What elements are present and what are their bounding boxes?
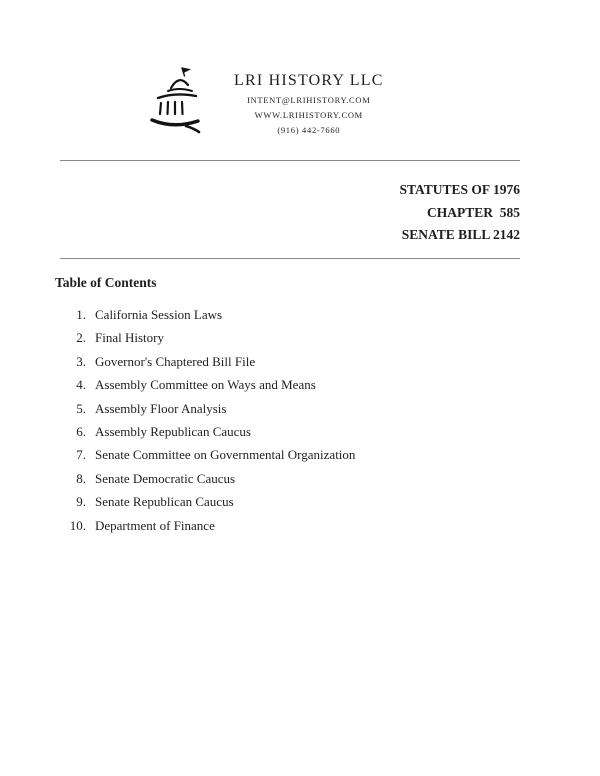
letterhead-text xyxy=(234,64,384,135)
toc-item-label: Final History xyxy=(95,330,164,346)
company-name: LRI HISTORY LLC xyxy=(234,72,384,89)
toc-item xyxy=(55,518,355,541)
toc-item-number: 9. xyxy=(76,494,86,510)
toc-item-label: Assembly Committee on Ways and Means xyxy=(95,377,316,393)
toc-item-label: Assembly Floor Analysis xyxy=(95,400,227,416)
toc-item xyxy=(55,377,355,400)
horizontal-rule-bottom xyxy=(60,258,520,259)
toc-item-label: Senate Committee on Governmental Organization xyxy=(95,447,356,463)
toc-item-label: Assembly Republican Caucus xyxy=(95,423,251,439)
toc-item xyxy=(55,424,355,447)
toc-item xyxy=(55,401,355,424)
statute-citation xyxy=(399,179,520,247)
toc-item-number: 7. xyxy=(76,447,86,463)
toc-item-label: Senate Democratic Caucus xyxy=(95,470,236,486)
toc-item xyxy=(55,494,355,517)
toc-item xyxy=(55,307,355,330)
toc-item-label: California Session Laws xyxy=(95,307,223,322)
toc-item-number: 5. xyxy=(76,400,86,416)
toc-item-label: Governor's Chaptered Bill File xyxy=(95,353,256,369)
company-phone: (916) 442-7660 xyxy=(277,125,341,135)
toc-item xyxy=(55,354,355,377)
toc-item xyxy=(55,330,355,353)
statute-line-chapter: CHAPTER 585 xyxy=(426,204,520,220)
statute-line-bill: SENATE BILL 2142 xyxy=(401,227,520,242)
toc-item-number: 4. xyxy=(76,377,86,393)
toc-item-label: Senate Republican Caucus xyxy=(95,494,234,510)
company-website: WWW.LRIHISTORY.COM xyxy=(254,110,363,120)
toc-item-label: Department of Finance xyxy=(95,517,215,533)
toc-item-number: 1. xyxy=(76,307,86,322)
company-email: INTENT@LRIHISTORY.COM xyxy=(247,95,371,105)
toc-item-number: 6. xyxy=(76,423,86,439)
toc-item xyxy=(55,471,355,494)
toc-heading: Table of Contents xyxy=(55,275,157,290)
capitol-sketch-icon xyxy=(146,64,208,136)
statute-line-year: STATUTES OF 1976 xyxy=(399,182,520,197)
toc-item xyxy=(55,447,355,470)
toc-list xyxy=(55,307,355,541)
letterhead xyxy=(146,64,384,136)
toc-item-number: 8. xyxy=(76,470,86,486)
toc-item-number: 2. xyxy=(76,330,86,346)
toc-item-number: 10. xyxy=(69,517,86,533)
toc-item-number: 3. xyxy=(76,353,86,369)
horizontal-rule-top xyxy=(60,160,520,161)
